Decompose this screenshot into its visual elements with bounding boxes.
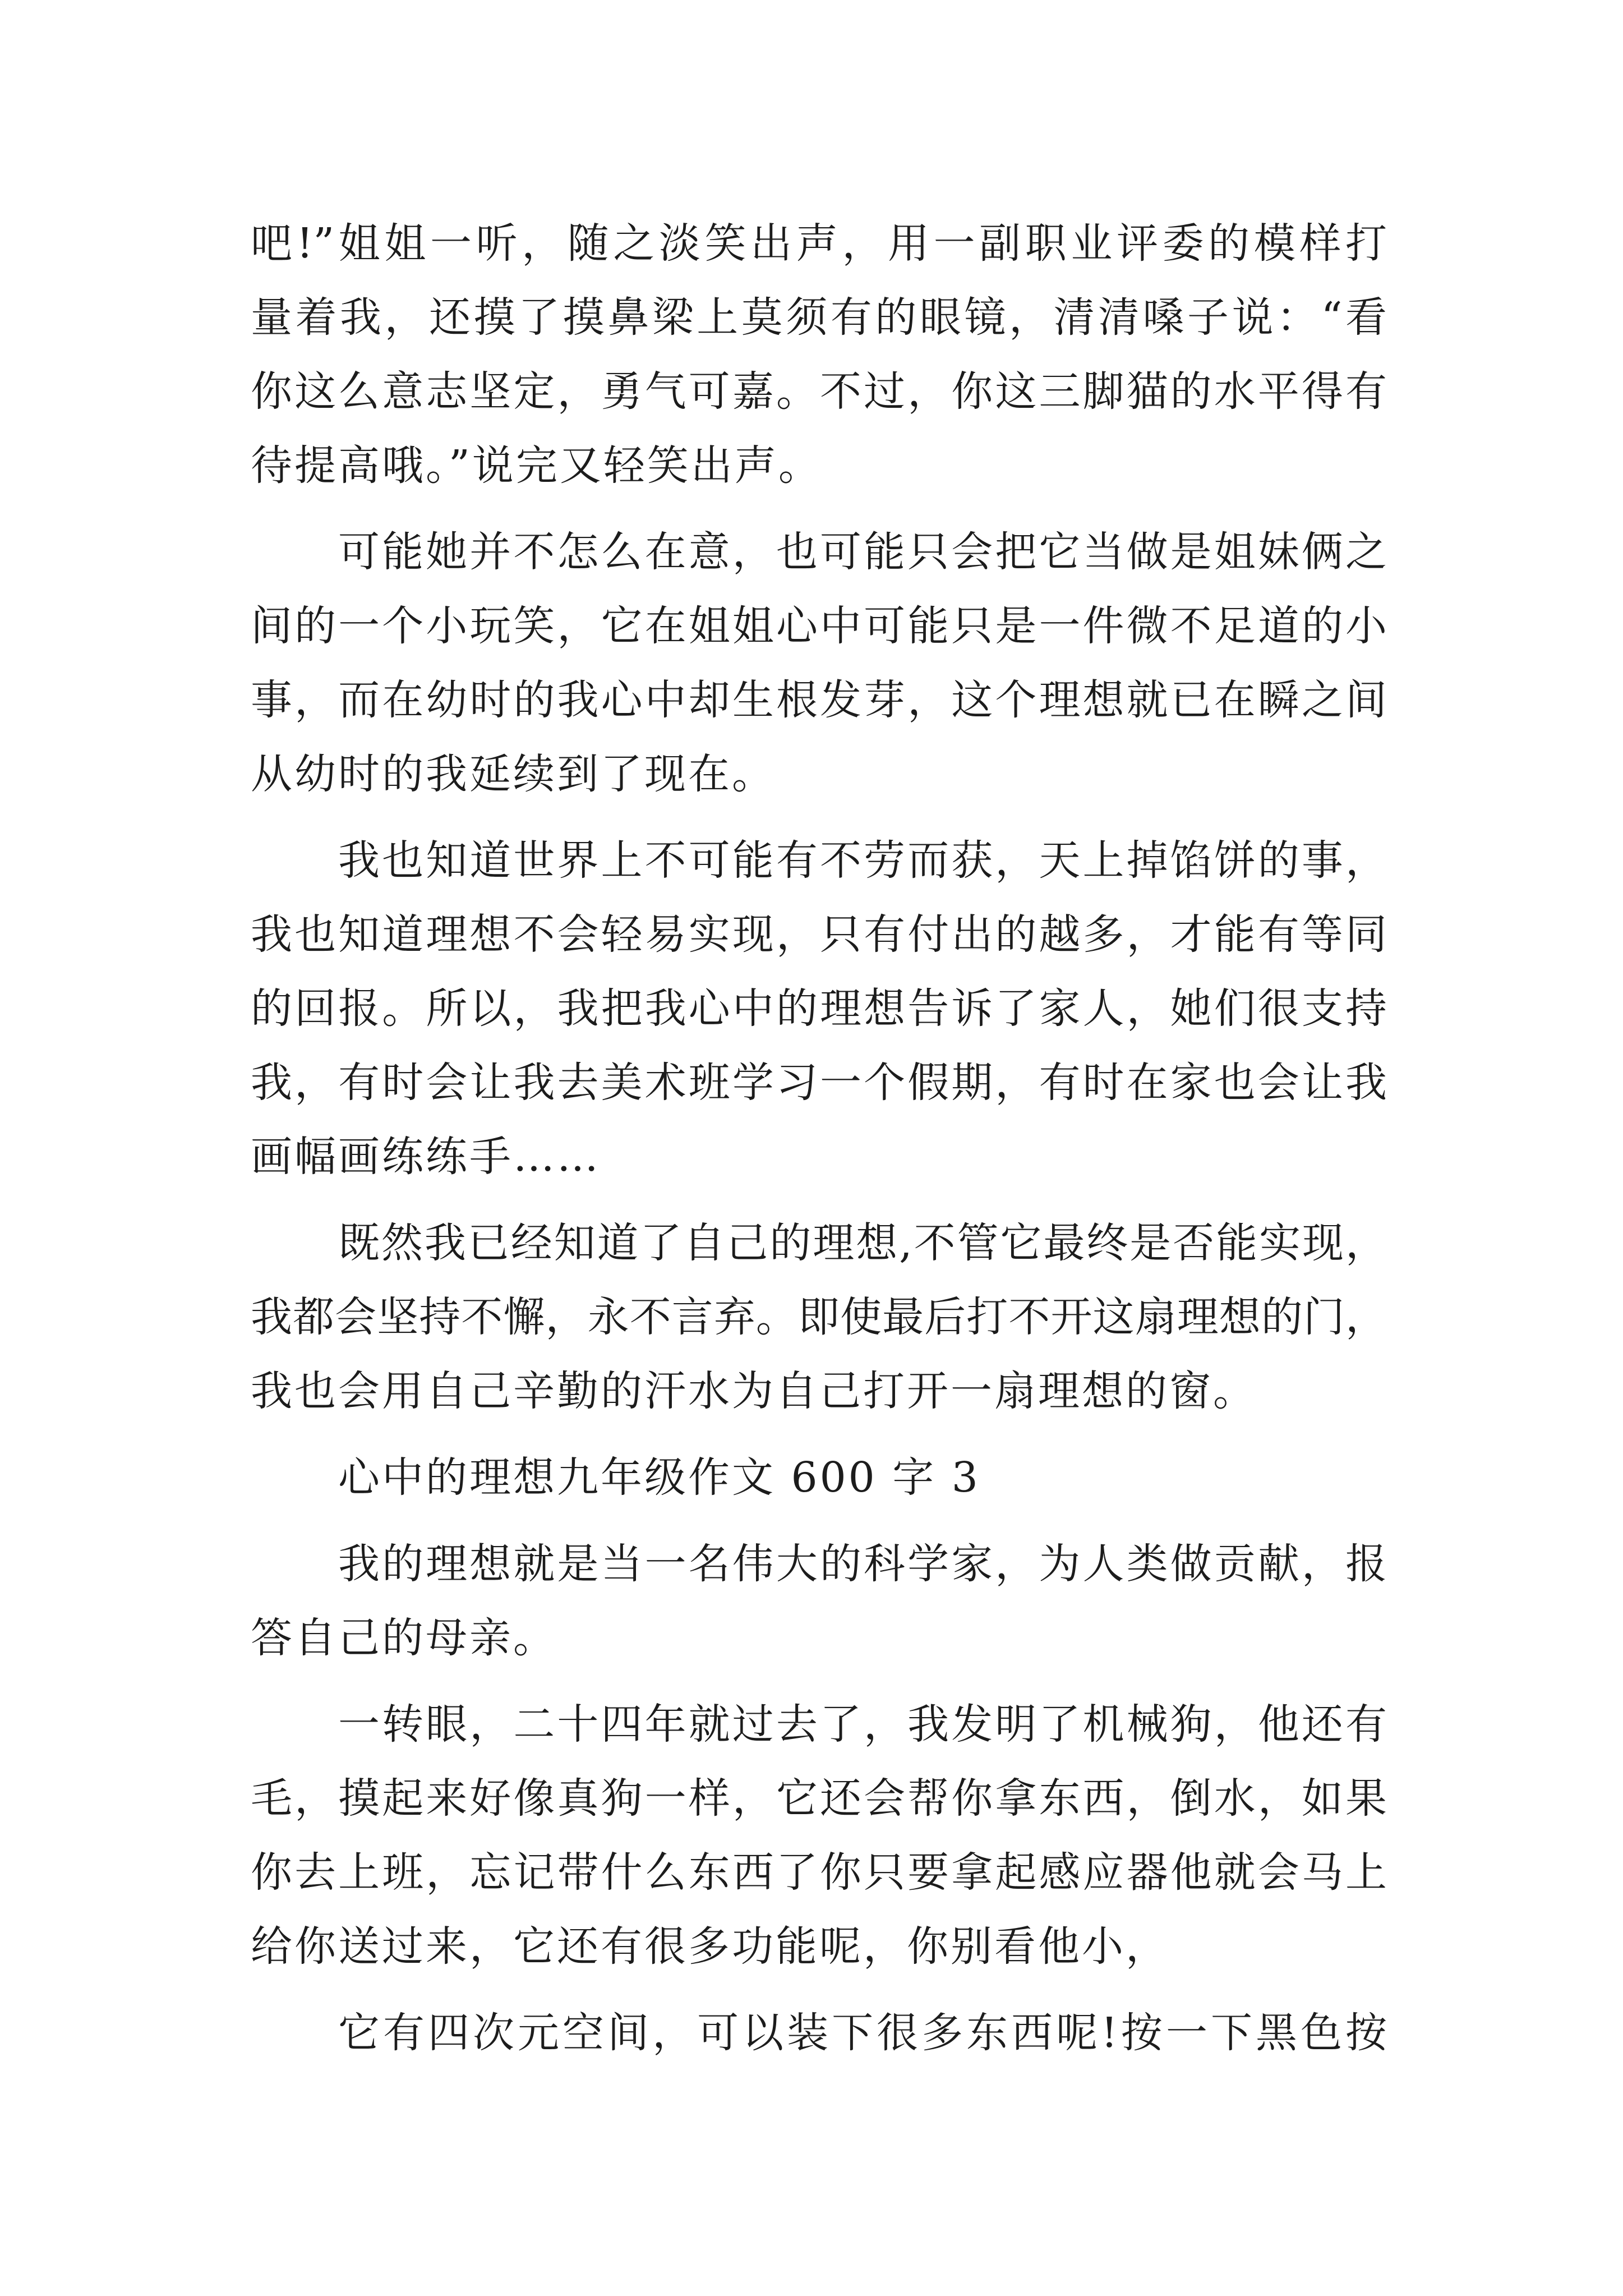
- section-heading-block: [251, 1441, 1387, 1515]
- text-line: 可能她并不怎么在意，也可能只会把它当做是姐妹俩之: [338, 528, 1387, 576]
- paragraph: [251, 1687, 1387, 1984]
- paragraph: [251, 1996, 1387, 2070]
- text-line: 画幅画练练手……: [251, 1133, 601, 1181]
- text-line: 我，有时会让我去美术班学习一个假期，有时在家也会让我: [251, 1059, 1387, 1107]
- text-line: 我的理想就是当一名伟大的科学家，为人类做贡献，报: [338, 1540, 1387, 1588]
- text-line: 量着我，还摸了摸鼻梁上莫须有的眼镜，清清嗓子说：“看: [251, 293, 1387, 342]
- text-line: 你这么意志坚定，勇气可嘉。不过，你这三脚猫的水平得有: [251, 367, 1387, 416]
- section-heading: 心中的理想九年级作文 600 字 3: [338, 1453, 980, 1502]
- text-line: 你去上班，忘记带什么东西了你只要拿起感应器他就会马上: [251, 1848, 1387, 1897]
- paragraph: [251, 515, 1387, 811]
- paragraph: [251, 206, 1387, 503]
- text-line: 间的一个小玩笑，它在姐姐心中可能只是一件微不足道的小: [251, 602, 1387, 650]
- text-line: 我都会坚持不懈，永不言弃。即使最后打不开这扇理想的门，: [251, 1293, 1387, 1341]
- text-line: 它有四次元空间，可以装下很多东西呢!按一下黑色按: [338, 2009, 1387, 2057]
- text-line: 一转眼，二十四年就过去了，我发明了机械狗，他还有: [338, 1700, 1387, 1749]
- paragraph: [251, 1527, 1387, 1675]
- text-line: 毛，摸起来好像真狗一样，它还会帮你拿东西，倒水，如果: [251, 1774, 1387, 1823]
- text-line: 答自己的母亲。: [251, 1614, 557, 1662]
- text-line: 的回报。所以，我把我心中的理想告诉了家人，她们很支持: [251, 984, 1387, 1033]
- paragraph: [251, 1206, 1387, 1428]
- text-line: 从幼时的我延续到了现在。: [251, 750, 776, 798]
- text-line: 待提高哦。”说完又轻笑出声。: [251, 441, 822, 490]
- text-line: 我也知道理想不会轻易实现，只有付出的越多，才能有等同: [251, 910, 1387, 959]
- paragraph: [251, 823, 1387, 1194]
- document-body: [251, 206, 1387, 2082]
- text-line: 既然我已经知道了自己的理想,不管它最终是否能实现，: [338, 1219, 1387, 1267]
- text-line: 吧!”姐姐一听，随之淡笑出声，用一副职业评委的模样打: [251, 219, 1387, 268]
- text-line: 我也会用自己辛勤的汗水为自己打开一扇理想的窗。: [251, 1367, 1257, 1415]
- text-line: 我也知道世界上不可能有不劳而获，天上掉馅饼的事，: [338, 836, 1387, 885]
- text-line: 事，而在幼时的我心中却生根发芽，这个理想就已在瞬之间: [251, 676, 1387, 724]
- text-line: 给你送过来，它还有很多功能呢，你别看他小，: [251, 1922, 1169, 1971]
